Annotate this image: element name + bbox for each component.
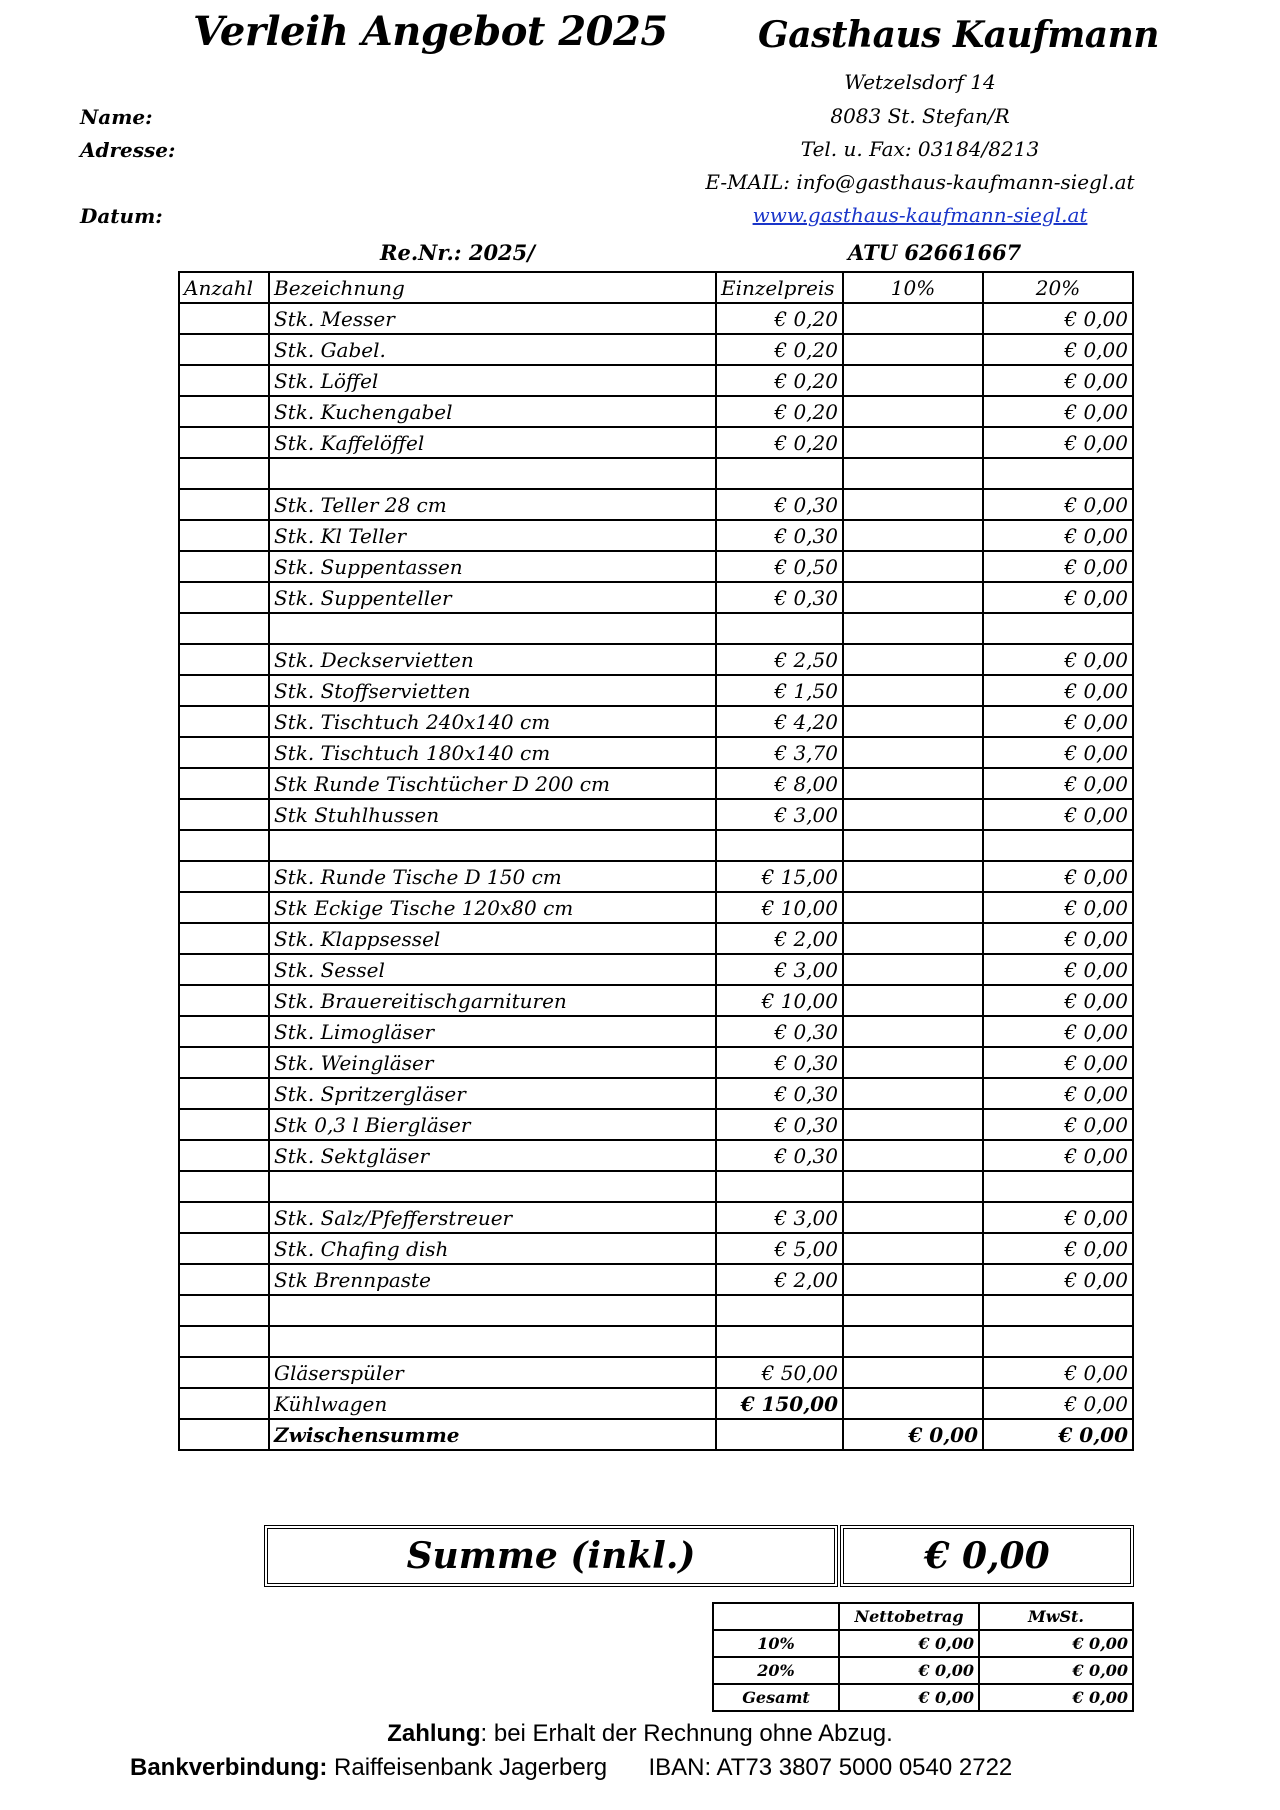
item-price: € 1,50	[716, 675, 843, 706]
item-price	[716, 458, 843, 489]
item-10-value	[843, 737, 983, 768]
item-20-value: € 0,00	[983, 551, 1133, 582]
address-city: 8083 St. Stefan/R	[830, 104, 1010, 128]
qty-cell[interactable]	[179, 613, 269, 644]
subtotal-price-blank	[716, 1419, 843, 1450]
qty-cell[interactable]	[179, 1078, 269, 1109]
tax-vat-value: € 0,00	[979, 1657, 1133, 1684]
item-name	[269, 830, 716, 861]
item-price: € 0,20	[716, 334, 843, 365]
item-10-value	[843, 334, 983, 365]
item-name: Stk Brennpaste	[269, 1264, 716, 1295]
payment-text: : bei Erhalt der Rechnung ohne Abzug.	[480, 1720, 893, 1747]
items-table	[178, 271, 1134, 1451]
qty-cell[interactable]	[179, 396, 269, 427]
item-name: Stk. Weingläser	[269, 1047, 716, 1078]
table-row	[179, 799, 1133, 830]
item-10-value	[843, 644, 983, 675]
item-price: € 10,00	[716, 892, 843, 923]
item-20-value: € 0,00	[983, 923, 1133, 954]
customer-address-label: Adresse:	[80, 138, 176, 162]
table-row	[179, 1295, 1133, 1326]
table-row	[179, 706, 1133, 737]
item-10-value	[843, 706, 983, 737]
table-row	[179, 830, 1133, 861]
item-price: € 10,00	[716, 985, 843, 1016]
item-name: Gläserspüler	[269, 1357, 716, 1388]
item-price	[716, 613, 843, 644]
item-20-value: € 0,00	[983, 1388, 1133, 1419]
qty-cell[interactable]	[179, 1233, 269, 1264]
qty-cell[interactable]	[179, 799, 269, 830]
item-20-value	[983, 1171, 1133, 1202]
item-price: € 15,00	[716, 861, 843, 892]
subtotal-10: € 0,00	[843, 1419, 983, 1450]
qty-cell[interactable]	[179, 954, 269, 985]
col-header-anzahl: Anzahl	[179, 272, 269, 303]
address-email: E-MAIL: info@gasthaus-kaufmann-siegl.at	[705, 170, 1135, 194]
tax-vat-value: € 0,00	[979, 1684, 1133, 1711]
item-name	[269, 613, 716, 644]
table-row	[179, 1047, 1133, 1078]
website-container	[700, 203, 1140, 227]
table-row	[179, 954, 1133, 985]
payment-line	[0, 1720, 1280, 1748]
item-price: € 0,30	[716, 489, 843, 520]
item-price: € 3,00	[716, 799, 843, 830]
table-row	[179, 1016, 1133, 1047]
qty-cell[interactable]	[179, 737, 269, 768]
item-name: Stk. Brauereitischgarnituren	[269, 985, 716, 1016]
item-20-value: € 0,00	[983, 520, 1133, 551]
item-price: € 0,20	[716, 427, 843, 458]
item-10-value	[843, 861, 983, 892]
subtotal-blank	[179, 1419, 269, 1450]
tax-col-mwst: MwSt.	[979, 1603, 1133, 1630]
item-price	[716, 1295, 843, 1326]
item-name: Stk. Limogläser	[269, 1016, 716, 1047]
item-name: Stk. Spritzergläser	[269, 1078, 716, 1109]
item-name: Stk. Suppenteller	[269, 582, 716, 613]
table-row	[179, 1264, 1133, 1295]
item-price: € 0,30	[716, 1078, 843, 1109]
item-20-value	[983, 613, 1133, 644]
qty-cell[interactable]	[179, 985, 269, 1016]
item-10-value	[843, 768, 983, 799]
col-header-20: 20%	[983, 272, 1133, 303]
item-name: Stk. Tischtuch 180x140 cm	[269, 737, 716, 768]
item-name: Stk. Stoffservietten	[269, 675, 716, 706]
item-20-value: € 0,00	[983, 489, 1133, 520]
tax-net-value: € 0,00	[839, 1630, 979, 1657]
item-10-value	[843, 1233, 983, 1264]
item-20-value: € 0,00	[983, 954, 1133, 985]
qty-cell[interactable]	[179, 551, 269, 582]
table-row	[179, 985, 1133, 1016]
subtotal-row	[179, 1419, 1133, 1450]
tax-net-value: € 0,00	[839, 1657, 979, 1684]
item-20-value: € 0,00	[983, 1357, 1133, 1388]
item-name: Stk. Tischtuch 240x140 cm	[269, 706, 716, 737]
item-price: € 0,30	[716, 520, 843, 551]
item-price: € 4,20	[716, 706, 843, 737]
tax-vat-value: € 0,00	[979, 1630, 1133, 1657]
item-name: Stk. Sessel	[269, 954, 716, 985]
tax-table	[712, 1602, 1134, 1712]
table-row	[179, 334, 1133, 365]
item-name: Stk. Kuchengabel	[269, 396, 716, 427]
item-price: € 2,50	[716, 644, 843, 675]
item-20-value: € 0,00	[983, 1264, 1133, 1295]
qty-cell[interactable]	[179, 706, 269, 737]
item-name: Stk. Chafing dish	[269, 1233, 716, 1264]
vat-id: ATU 62661667	[848, 240, 1022, 265]
qty-cell[interactable]	[179, 427, 269, 458]
item-20-value: € 0,00	[983, 737, 1133, 768]
table-row	[179, 737, 1133, 768]
qty-cell[interactable]	[179, 1140, 269, 1171]
item-20-value: € 0,00	[983, 582, 1133, 613]
item-price: € 0,30	[716, 1109, 843, 1140]
table-row	[179, 582, 1133, 613]
item-name: Stk. Runde Tische D 150 cm	[269, 861, 716, 892]
item-price: € 3,70	[716, 737, 843, 768]
payment-label: Zahlung	[387, 1720, 481, 1747]
item-name: Stk. Kaffelöffel	[269, 427, 716, 458]
item-name: Stk. Suppentassen	[269, 551, 716, 582]
bank-label: Bankverbindung:	[130, 1754, 328, 1781]
item-20-value: € 0,00	[983, 1109, 1133, 1140]
item-10-value	[843, 1326, 983, 1357]
item-20-value: € 0,00	[983, 644, 1133, 675]
item-20-value	[983, 1326, 1133, 1357]
item-10-value	[843, 1016, 983, 1047]
table-row	[179, 520, 1133, 551]
item-price: € 0,20	[716, 365, 843, 396]
table-row	[179, 768, 1133, 799]
item-price: € 0,30	[716, 1047, 843, 1078]
bank-name: Raiffeisenbank Jagerberg	[334, 1754, 608, 1781]
qty-cell[interactable]	[179, 923, 269, 954]
table-row	[179, 644, 1133, 675]
document-title: Verleih Angebot 2025	[193, 8, 668, 55]
item-name	[269, 1295, 716, 1326]
subtotal-20: € 0,00	[983, 1419, 1133, 1450]
item-20-value: € 0,00	[983, 365, 1133, 396]
item-name	[269, 458, 716, 489]
item-20-value	[983, 458, 1133, 489]
item-10-value	[843, 892, 983, 923]
table-row	[179, 1109, 1133, 1140]
item-price: € 150,00	[716, 1388, 843, 1419]
item-10-value	[843, 551, 983, 582]
table-row	[179, 923, 1133, 954]
table-row	[179, 365, 1133, 396]
qty-cell[interactable]	[179, 1357, 269, 1388]
item-name: Stk. Deckservietten	[269, 644, 716, 675]
summe-label: Summe (inkl.)	[264, 1525, 838, 1587]
col-header-10: 10%	[843, 272, 983, 303]
table-row	[179, 892, 1133, 923]
tax-row-label: 20%	[713, 1657, 839, 1684]
item-10-value	[843, 954, 983, 985]
item-20-value: € 0,00	[983, 706, 1133, 737]
item-10-value	[843, 303, 983, 334]
item-name	[269, 1171, 716, 1202]
table-row	[179, 1171, 1133, 1202]
item-name: Stk. Messer	[269, 303, 716, 334]
col-header-bezeichnung: Bezeichnung	[269, 272, 716, 303]
bank-line	[130, 1754, 1012, 1782]
summe-box	[264, 1525, 1132, 1585]
table-row	[179, 303, 1133, 334]
item-name	[269, 1326, 716, 1357]
table-row	[179, 1078, 1133, 1109]
item-name: Stk Eckige Tische 120x80 cm	[269, 892, 716, 923]
item-10-value	[843, 1171, 983, 1202]
item-20-value	[983, 1295, 1133, 1326]
qty-cell[interactable]	[179, 334, 269, 365]
item-price	[716, 1326, 843, 1357]
table-row	[179, 1140, 1133, 1171]
qty-cell[interactable]	[179, 675, 269, 706]
item-price	[716, 830, 843, 861]
qty-cell[interactable]	[179, 830, 269, 861]
item-name: Stk. Teller 28 cm	[269, 489, 716, 520]
tax-row	[713, 1684, 1133, 1711]
item-name: Kühlwagen	[269, 1388, 716, 1419]
subtotal-label: Zwischensumme	[269, 1419, 716, 1450]
item-10-value	[843, 1202, 983, 1233]
item-20-value: € 0,00	[983, 799, 1133, 830]
item-10-value	[843, 985, 983, 1016]
table-row	[179, 1233, 1133, 1264]
item-price: € 0,20	[716, 303, 843, 334]
item-20-value: € 0,00	[983, 892, 1133, 923]
item-20-value: € 0,00	[983, 427, 1133, 458]
items-header-row	[179, 272, 1133, 303]
item-20-value: € 0,00	[983, 1078, 1133, 1109]
item-20-value	[983, 830, 1133, 861]
summe-value: € 0,00	[840, 1525, 1134, 1587]
qty-cell[interactable]	[179, 1295, 269, 1326]
item-10-value	[843, 613, 983, 644]
item-price: € 3,00	[716, 954, 843, 985]
qty-cell[interactable]	[179, 768, 269, 799]
item-price: € 8,00	[716, 768, 843, 799]
item-10-value	[843, 1357, 983, 1388]
item-20-value: € 0,00	[983, 334, 1133, 365]
table-row	[179, 396, 1133, 427]
item-name: Stk. Kl Teller	[269, 520, 716, 551]
item-10-value	[843, 427, 983, 458]
item-20-value: € 0,00	[983, 1140, 1133, 1171]
item-name: Stk. Klappsessel	[269, 923, 716, 954]
item-20-value: € 0,00	[983, 985, 1133, 1016]
item-name: Stk. Gabel.	[269, 334, 716, 365]
tax-col-blank	[713, 1603, 839, 1630]
qty-cell[interactable]	[179, 1016, 269, 1047]
qty-cell[interactable]	[179, 1326, 269, 1357]
item-20-value: € 0,00	[983, 1202, 1133, 1233]
item-20-value: € 0,00	[983, 1016, 1133, 1047]
item-10-value	[843, 582, 983, 613]
item-price: € 3,00	[716, 1202, 843, 1233]
table-row	[179, 613, 1133, 644]
tax-row	[713, 1630, 1133, 1657]
tax-net-value: € 0,00	[839, 1684, 979, 1711]
item-10-value	[843, 1388, 983, 1419]
item-20-value: € 0,00	[983, 1047, 1133, 1078]
item-20-value: € 0,00	[983, 1233, 1133, 1264]
item-price: € 0,30	[716, 582, 843, 613]
table-row	[179, 551, 1133, 582]
item-10-value	[843, 1047, 983, 1078]
item-20-value: € 0,00	[983, 861, 1133, 892]
item-20-value: € 0,00	[983, 675, 1133, 706]
qty-cell[interactable]	[179, 303, 269, 334]
item-price: € 0,50	[716, 551, 843, 582]
item-name: Stk Stuhlhussen	[269, 799, 716, 830]
item-20-value: € 0,00	[983, 396, 1133, 427]
iban: IBAN: AT73 3807 5000 0540 2722	[648, 1754, 1013, 1781]
item-10-value	[843, 489, 983, 520]
col-header-einzelpreis: Einzelpreis	[716, 272, 843, 303]
address-street: Wetzelsdorf 14	[844, 70, 996, 94]
table-row	[179, 458, 1133, 489]
item-10-value	[843, 1078, 983, 1109]
item-price: € 2,00	[716, 1264, 843, 1295]
item-price: € 0,30	[716, 1016, 843, 1047]
item-name: Stk. Sektgläser	[269, 1140, 716, 1171]
item-10-value	[843, 830, 983, 861]
item-10-value	[843, 1295, 983, 1326]
tax-row-label: 10%	[713, 1630, 839, 1657]
item-10-value	[843, 458, 983, 489]
item-10-value	[843, 923, 983, 954]
item-10-value	[843, 1140, 983, 1171]
item-price: € 0,20	[716, 396, 843, 427]
tax-row-label: Gesamt	[713, 1684, 839, 1711]
company-name: Gasthaus Kaufmann	[758, 14, 1159, 56]
item-price: € 5,00	[716, 1233, 843, 1264]
qty-cell[interactable]	[179, 489, 269, 520]
qty-cell[interactable]	[179, 644, 269, 675]
qty-cell[interactable]	[179, 458, 269, 489]
qty-cell[interactable]	[179, 520, 269, 551]
address-phone: Tel. u. Fax: 03184/8213	[800, 137, 1040, 161]
item-10-value	[843, 365, 983, 396]
tax-row	[713, 1657, 1133, 1684]
item-20-value: € 0,00	[983, 768, 1133, 799]
item-name: Stk Runde Tischtücher D 200 cm	[269, 768, 716, 799]
item-10-value	[843, 799, 983, 830]
table-row	[179, 1326, 1133, 1357]
table-row	[179, 1357, 1133, 1388]
item-10-value	[843, 396, 983, 427]
tax-header-row	[713, 1603, 1133, 1630]
table-row	[179, 675, 1133, 706]
item-price	[716, 1171, 843, 1202]
customer-name-label: Name:	[80, 105, 153, 129]
item-10-value	[843, 675, 983, 706]
table-row	[179, 489, 1133, 520]
item-price: € 50,00	[716, 1357, 843, 1388]
qty-cell[interactable]	[179, 1109, 269, 1140]
qty-cell[interactable]	[179, 1171, 269, 1202]
qty-cell[interactable]	[179, 892, 269, 923]
customer-date-label: Datum:	[80, 204, 163, 228]
qty-cell[interactable]	[179, 1264, 269, 1295]
qty-cell[interactable]	[179, 582, 269, 613]
item-name: Stk 0,3 l Biergläser	[269, 1109, 716, 1140]
table-row	[179, 861, 1133, 892]
item-10-value	[843, 520, 983, 551]
item-10-value	[843, 1264, 983, 1295]
qty-cell[interactable]	[179, 1047, 269, 1078]
qty-cell[interactable]	[179, 1202, 269, 1233]
qty-cell[interactable]	[179, 861, 269, 892]
table-row	[179, 427, 1133, 458]
item-name: Stk. Salz/Pfefferstreuer	[269, 1202, 716, 1233]
item-20-value: € 0,00	[983, 303, 1133, 334]
qty-cell[interactable]	[179, 1388, 269, 1419]
table-row	[179, 1202, 1133, 1233]
qty-cell[interactable]	[179, 365, 269, 396]
item-price: € 2,00	[716, 923, 843, 954]
invoice-number: Re.Nr.: 2025/	[380, 240, 535, 265]
table-row	[179, 1388, 1133, 1419]
website-link[interactable]: www.gasthaus-kaufmann-siegl.at	[752, 203, 1088, 227]
item-price: € 0,30	[716, 1140, 843, 1171]
tax-col-netto: Nettobetrag	[839, 1603, 979, 1630]
item-name: Stk. Löffel	[269, 365, 716, 396]
item-10-value	[843, 1109, 983, 1140]
